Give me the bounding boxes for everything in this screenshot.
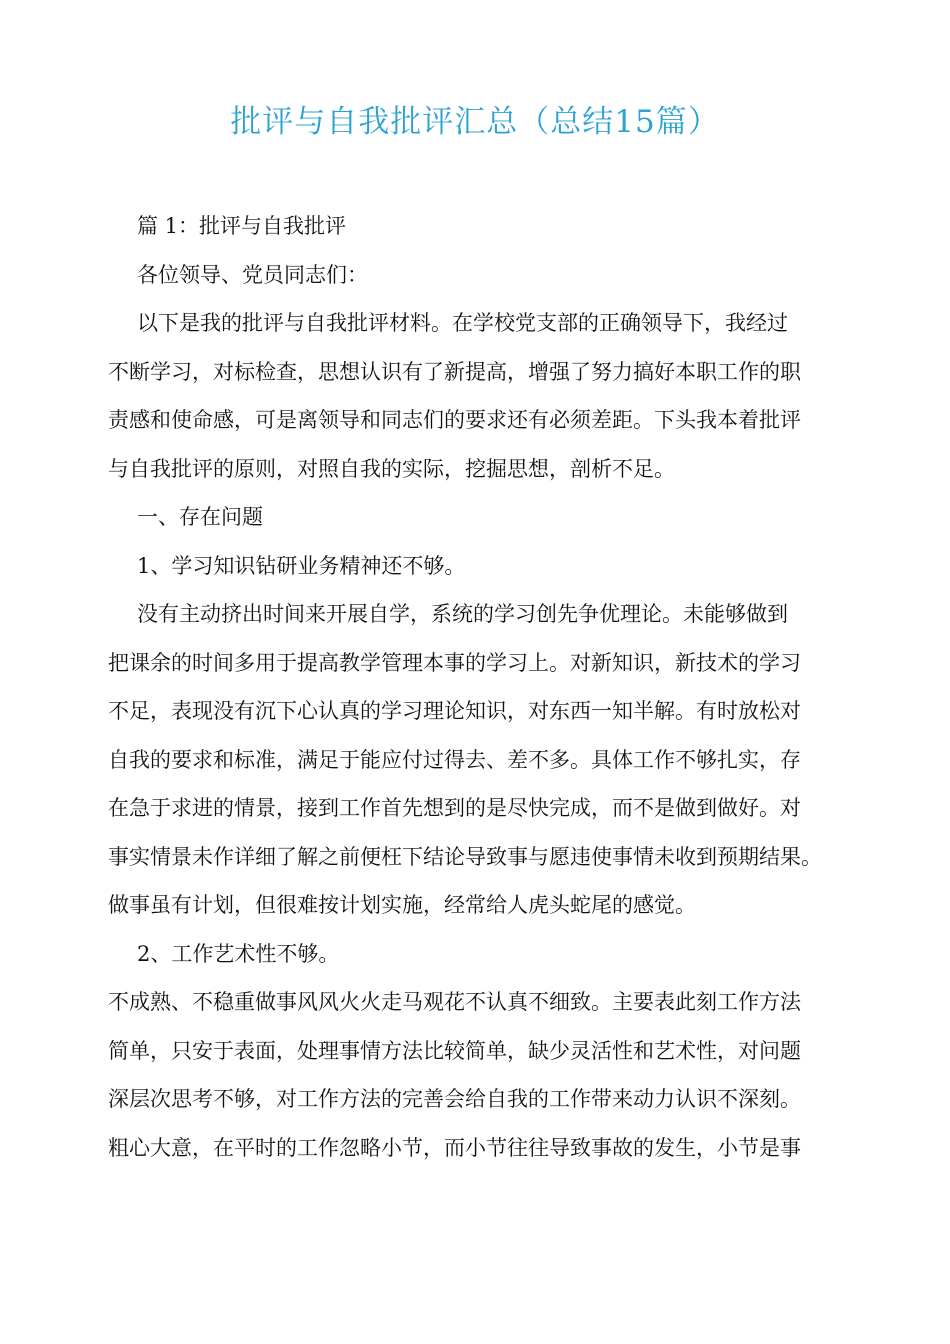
text-line: 在急于求进的情景，接到工作首先想到的是尽快完成，而不是做到做好。对 (108, 796, 801, 820)
text-line: 不断学习，对标检查，思想认识有了新提高，增强了努力搞好本职工作的职 (108, 359, 801, 384)
text-line: 2、工作艺术性不够。 (137, 941, 340, 966)
text-line: 以下是我的批评与自我批评材料。在学校党支部的正确领导下，我经过 (137, 311, 788, 335)
text-line: 做事虽有计划，但很难按计划实施，经常给人虎头蛇尾的感觉。 (108, 893, 696, 917)
text-line: 各位领导、党员同志们： (137, 262, 368, 287)
text-line: 简单，只安于表面，处理事情方法比较简单，缺少灵活性和艺术性，对问题 (108, 1038, 801, 1063)
text-line: 粗心大意，在平时的工作忽略小节，而小节往往导致事故的发生，小节是事 (108, 1135, 801, 1160)
text-line: 1、学习知识钻研业务精神还不够。 (137, 553, 466, 578)
text-line: 不足，表现没有沉下心认真的学习理论知识，对东西一知半解。有时放松对 (108, 699, 801, 723)
text-line: 与自我批评的原则，对照自我的实际，挖掘思想，剖析不足。 (108, 456, 675, 481)
text-line: 深层次思考不够，对工作方法的完善会给自我的工作带来动力认识不深刻。 (108, 1087, 801, 1111)
text-line: 没有主动挤出时间来开展自学，系统的学习创先争优理论。未能够做到 (137, 602, 788, 626)
text-line: 一、存在问题 (137, 505, 263, 529)
text-line: 篇 1：批评与自我批评 (137, 214, 347, 238)
document-body (108, 206, 853, 1176)
text-line: 事实情景未作详细了解之前便枉下结论导致事与愿违使事情未收到预期结果。 (108, 844, 822, 869)
text-line: 自我的要求和标准，满足于能应付过得去、差不多。具体工作不够扎实，存 (108, 747, 801, 772)
text-line: 不成熟、不稳重做事风风火火走马观花不认真不细致。主要表此刻工作方法 (108, 990, 801, 1014)
text-line: 把课余的时间多用于提高教学管理本事的学习上。对新知识，新技术的学习 (108, 650, 801, 675)
text-line: 责感和使命感，可是离领导和同志们的要求还有必须差距。下头我本着批评 (108, 408, 801, 432)
document-title: 批评与自我批评汇总（总结15篇） (230, 104, 720, 140)
